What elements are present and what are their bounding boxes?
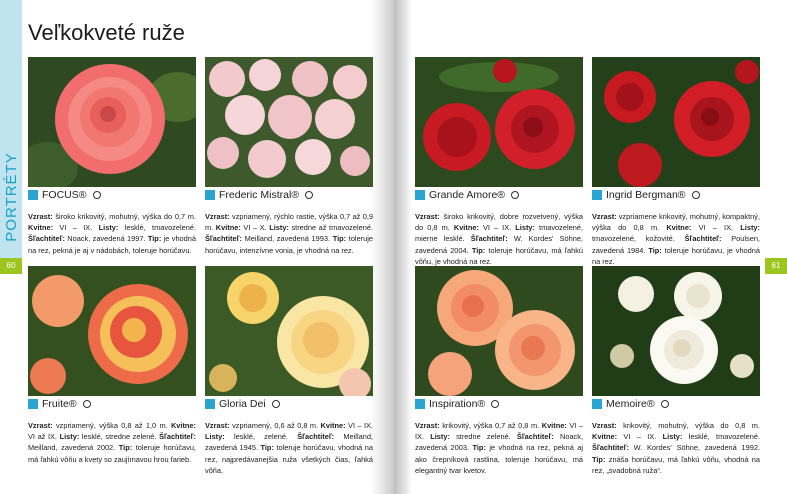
rose-photo [592,266,760,396]
desc-text: W. Kordes' Söhne, zavedená 2004. [415,234,583,255]
desc-key: Listy: [269,223,289,233]
desc-text: tmavozelené, kožovité. [592,234,685,244]
desc-text: lesklé, zelené. [224,432,298,442]
desc-key: Šľachtiteľ: [159,432,196,442]
rose-description [205,211,373,256]
desc-key: Listy: [515,223,535,233]
desc-text: Poulsen, zavedená 1984. [592,234,760,255]
rose-name-label [28,188,101,202]
rose-name-label [415,397,499,411]
circle-marker-icon [692,191,700,199]
circle-marker-icon [511,191,519,199]
rose-name: FOCUS® [42,189,87,201]
circle-marker-icon [305,191,313,199]
desc-text: je vhodná na rez, pekná je aj v nádobách, toleruje horúčavu. [28,234,196,255]
desc-key: Tip: [648,245,662,255]
rose-name: Fruite® [42,398,77,410]
desc-key: Tip: [118,443,133,453]
page-number-left: 60 [0,258,22,274]
rose-name: Ingrid Bergman® [606,189,686,201]
desc-key: Kvitne: [453,223,479,233]
desc-text: tmavozelené, mierne lesklé. [415,223,583,244]
rose-photo [205,266,373,396]
rose-name: Frederic Mistral® [219,189,300,201]
desc-text: VI – IX. [345,421,373,430]
desc-key: Vzrast: [205,212,230,221]
bullet-square-icon [28,399,38,409]
desc-text: VI – IX. [617,432,663,442]
rose-description [415,211,583,267]
circle-marker-icon [661,400,669,408]
desc-text: stredne až tmavozelené. [288,223,374,233]
circle-marker-icon [83,400,91,408]
rose-photo [592,57,760,187]
rose-description [28,420,196,465]
desc-text: široko krikovitý, dobre rozvetvený, výška do 0,8 m. [415,212,583,233]
desc-text: široko krikovitý, mohutný, výška do 0,7 m. [52,212,196,221]
desc-key: Šľachtiteľ: [205,234,242,244]
desc-text: toleruje horúčavu, má ľahkú vôňu a kvety so zaujímavou hrou farieb. [28,443,196,464]
section-tab [0,0,22,258]
circle-marker-icon [272,400,280,408]
rose-photo [28,57,196,187]
bullet-square-icon [28,190,38,200]
desc-key: Vzrast: [415,421,440,430]
desc-text: toleruje horúčavu, intenzívne vonia, je vhodná na rez. [205,234,374,255]
bullet-square-icon [205,190,215,200]
desc-text: VI – X. [240,223,270,233]
desc-key: Tip: [472,443,486,453]
rose-name-label [592,188,700,202]
desc-text: Noack, zavedená 2003. [415,432,583,453]
desc-key: Vzrast: [205,421,230,430]
desc-text: toleruje horúčavu, vhodná na rez, najpredávanejšia ruža všetkých čias, ľahká vôňa. [205,443,373,475]
desc-key: Listy: [205,432,225,442]
desc-text: krikovitý, výška 0,7 až 0,8 m. [439,421,542,430]
rose-name: Inspiration® [429,398,486,410]
desc-key: Listy: [430,432,450,442]
desc-key: Šľachtiteľ: [684,234,722,244]
desc-key: Tip: [471,245,486,255]
rose-name-label [205,397,280,411]
desc-key: Kvitne: [320,421,346,430]
page-number-right: 61 [765,258,787,274]
desc-text: lesklé, tmavozelené. [682,432,761,442]
desc-text: znáša horúčavu, má ľahkú vôňu, vhodná na rez, „svadobná ruža“. [592,454,760,475]
desc-key: Listy: [662,432,683,442]
rose-photo [28,266,196,396]
desc-key: Kvitne: [215,223,241,233]
desc-text: vzpriamený, výška 0,8 až 1,0 m. [52,421,171,430]
desc-text: VI – IX. [478,223,516,233]
desc-key: Tip: [592,454,606,464]
desc-text: toleruje horúčavu, je vhodná na rez. [592,245,760,266]
desc-text: je vhodná na rez, pekná aj ako črepníková rastlina, toleruje horúčavu, má elegantný tvar kvetov. [415,443,584,475]
desc-key: Kvitne: [541,421,567,430]
desc-key: Vzrast: [415,212,440,221]
desc-text: lesklé, tmavozelené. [118,223,197,233]
desc-text: lesklé, stredne zelené. [79,432,160,442]
rose-photo [415,266,583,396]
desc-text: VI – IX. [415,421,583,442]
desc-text: toleruje horúčavu, má ľahkú vôňu, je vhodná na rez. [415,245,583,266]
rose-name-label [205,188,313,202]
desc-text: VI – IX. [691,223,741,233]
desc-key: Tip: [147,234,162,244]
desc-key: Šľachtiteľ: [592,443,629,453]
bullet-square-icon [592,399,602,409]
desc-key: Listy: [98,223,119,233]
rose-description [415,420,583,476]
desc-text: Meilland, zavedená 1993. [241,234,333,244]
desc-text: Meilland, zavedená 1945. [205,432,373,453]
bullet-square-icon [415,190,425,200]
bullet-square-icon [592,190,602,200]
desc-key: Kvitne: [592,432,618,442]
rose-description [592,211,760,267]
desc-text: vzpriamený, rýchlo rastie, výška 0,7 až 0,9 m. [205,212,373,233]
rose-photo [205,57,373,187]
desc-text: vzpriamený, 0,6 až 0,8 m. [229,421,321,430]
desc-key: Tip: [332,234,347,244]
desc-key: Vzrast: [28,421,53,430]
desc-text: krikovitý, mohutný, výška do 0,8 m. [616,421,760,430]
page-title: Veľkokveté ruže [28,20,185,45]
desc-text: Meilland, zavedená 2002. [28,443,119,453]
desc-key: Kvitne: [28,223,54,233]
desc-key: Šľachtiteľ: [516,432,554,442]
rose-name-label [592,397,669,411]
desc-key: Šľachtiteľ: [28,234,65,244]
desc-text: VI až IX. [28,432,60,442]
bullet-square-icon [415,399,425,409]
rose-description [205,420,373,476]
circle-marker-icon [491,400,499,408]
gutter-shadow-left [370,0,394,494]
bullet-square-icon [205,399,215,409]
desc-text: VI – IX. [53,223,99,233]
desc-key: Šľachtiteľ: [297,432,335,442]
rose-name-label [28,397,91,411]
desc-text: stredne zelené. [449,432,517,442]
desc-text: Noack, zavedená 1997. [64,234,148,244]
desc-key: Kvitne: [666,223,692,233]
desc-key: Listy: [59,432,80,442]
rose-photo [415,57,583,187]
section-tab-label: PORTRÉTY [3,152,20,242]
desc-key: Vzrast: [28,212,53,221]
desc-key: Kvitne: [170,421,196,430]
desc-key: Šľachtiteľ: [470,234,508,244]
desc-key: Vzrast: [592,421,617,430]
desc-text: W. Kordes' Söhne, zavedená 1992. [628,443,760,453]
gutter-shadow-right [394,0,412,494]
rose-description [592,420,760,476]
desc-text: vzpriamene krikovitý, mohutný, kompaktný, výška do 0,8 m. [592,212,761,233]
rose-description [28,211,196,256]
circle-marker-icon [93,191,101,199]
desc-key: Listy: [740,223,760,233]
desc-key: Vzrast: [592,212,617,221]
rose-name: Memoire® [606,398,655,410]
desc-key: Tip: [260,443,274,453]
rose-name-label [415,188,519,202]
rose-name: Grande Amore® [429,189,506,201]
rose-name: Gloria Dei [219,398,266,410]
